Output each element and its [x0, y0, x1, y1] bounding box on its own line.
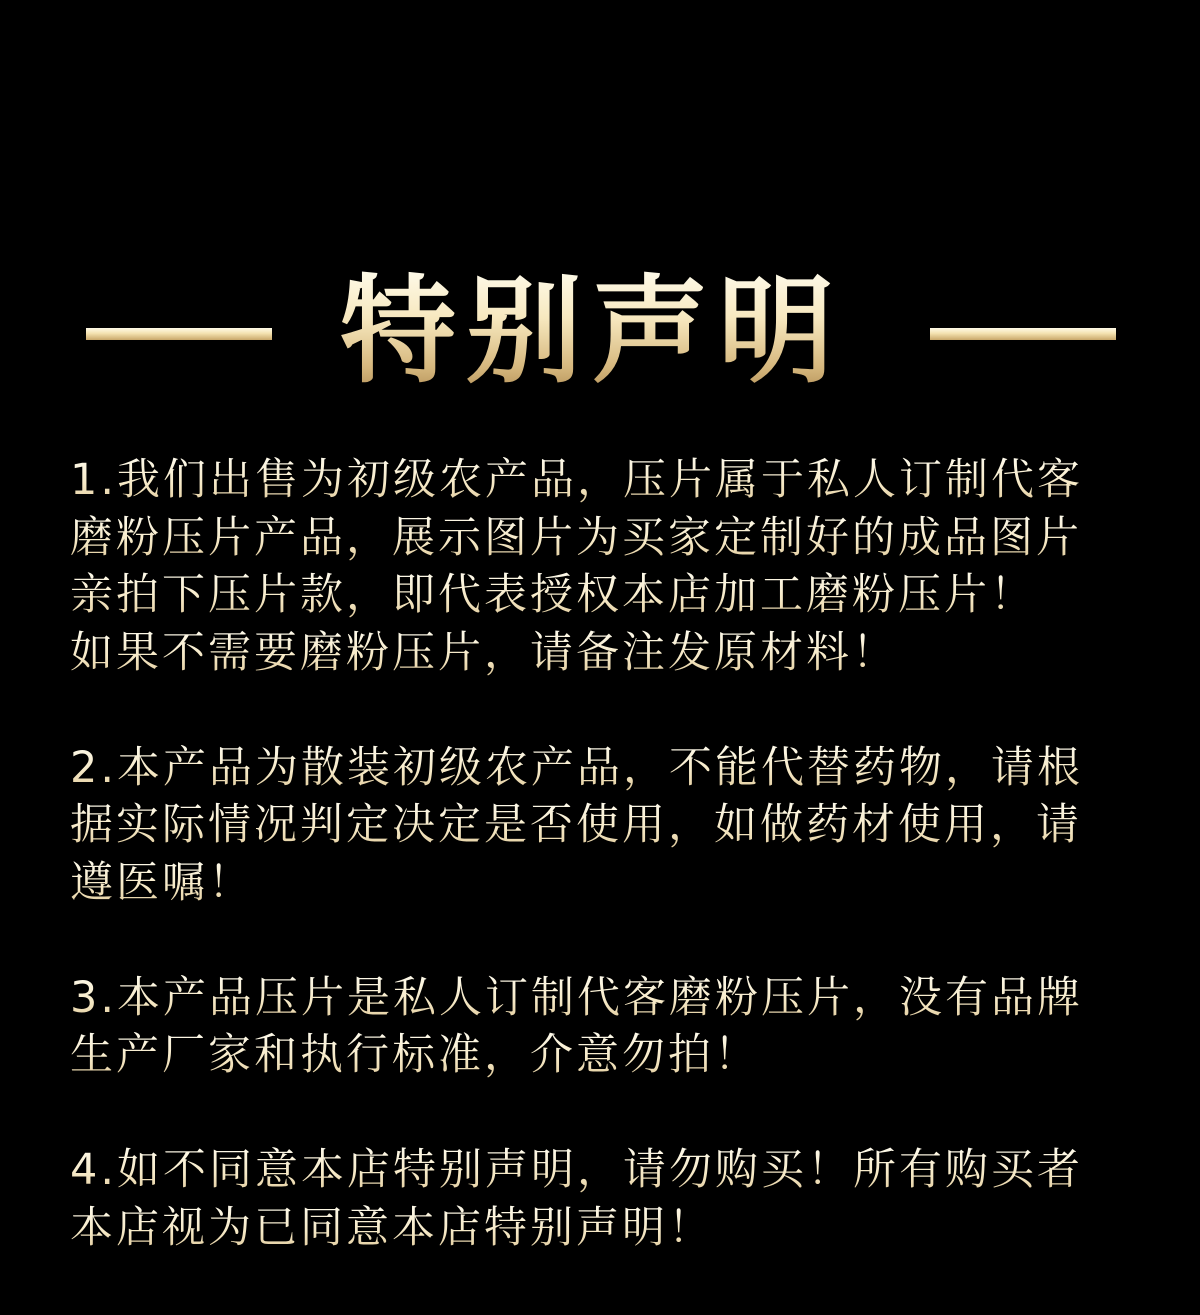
title-left-rule	[86, 328, 272, 340]
paragraph-line: 本店视为已同意本店特别声明！	[70, 1200, 1150, 1258]
paragraph-line: 2.本产品为散装初级农产品，不能代替药物，请根	[70, 740, 1150, 798]
paragraph-line: 磨粉压片产品，展示图片为买家定制好的成品图片	[70, 510, 1150, 568]
page-title: 特别声明	[340, 262, 870, 402]
title-row	[0, 262, 1200, 402]
paragraph-3	[70, 970, 1150, 1085]
title-right-rule	[930, 328, 1116, 340]
paragraph-2	[70, 740, 1150, 913]
paragraph-4	[70, 1142, 1150, 1257]
paragraph-line: 如果不需要磨粉压片，请备注发原材料！	[70, 625, 1150, 683]
paragraph-line: 4.如不同意本店特别声明，请勿购买！所有购买者	[70, 1142, 1150, 1200]
paragraph-line: 遵医嘱！	[70, 855, 1150, 913]
paragraph-line: 1.我们出售为初级农产品，压片属于私人订制代客	[70, 452, 1150, 510]
paragraph-line: 3.本产品压片是私人订制代客磨粉压片，没有品牌	[70, 970, 1150, 1028]
paragraph-line: 亲拍下压片款，即代表授权本店加工磨粉压片！	[70, 567, 1150, 625]
paragraph-1	[70, 452, 1150, 682]
notice-body	[70, 452, 1150, 1315]
paragraph-line: 生产厂家和执行标准，介意勿拍！	[70, 1027, 1150, 1085]
paragraph-line: 据实际情况判定决定是否使用，如做药材使用，请	[70, 797, 1150, 855]
